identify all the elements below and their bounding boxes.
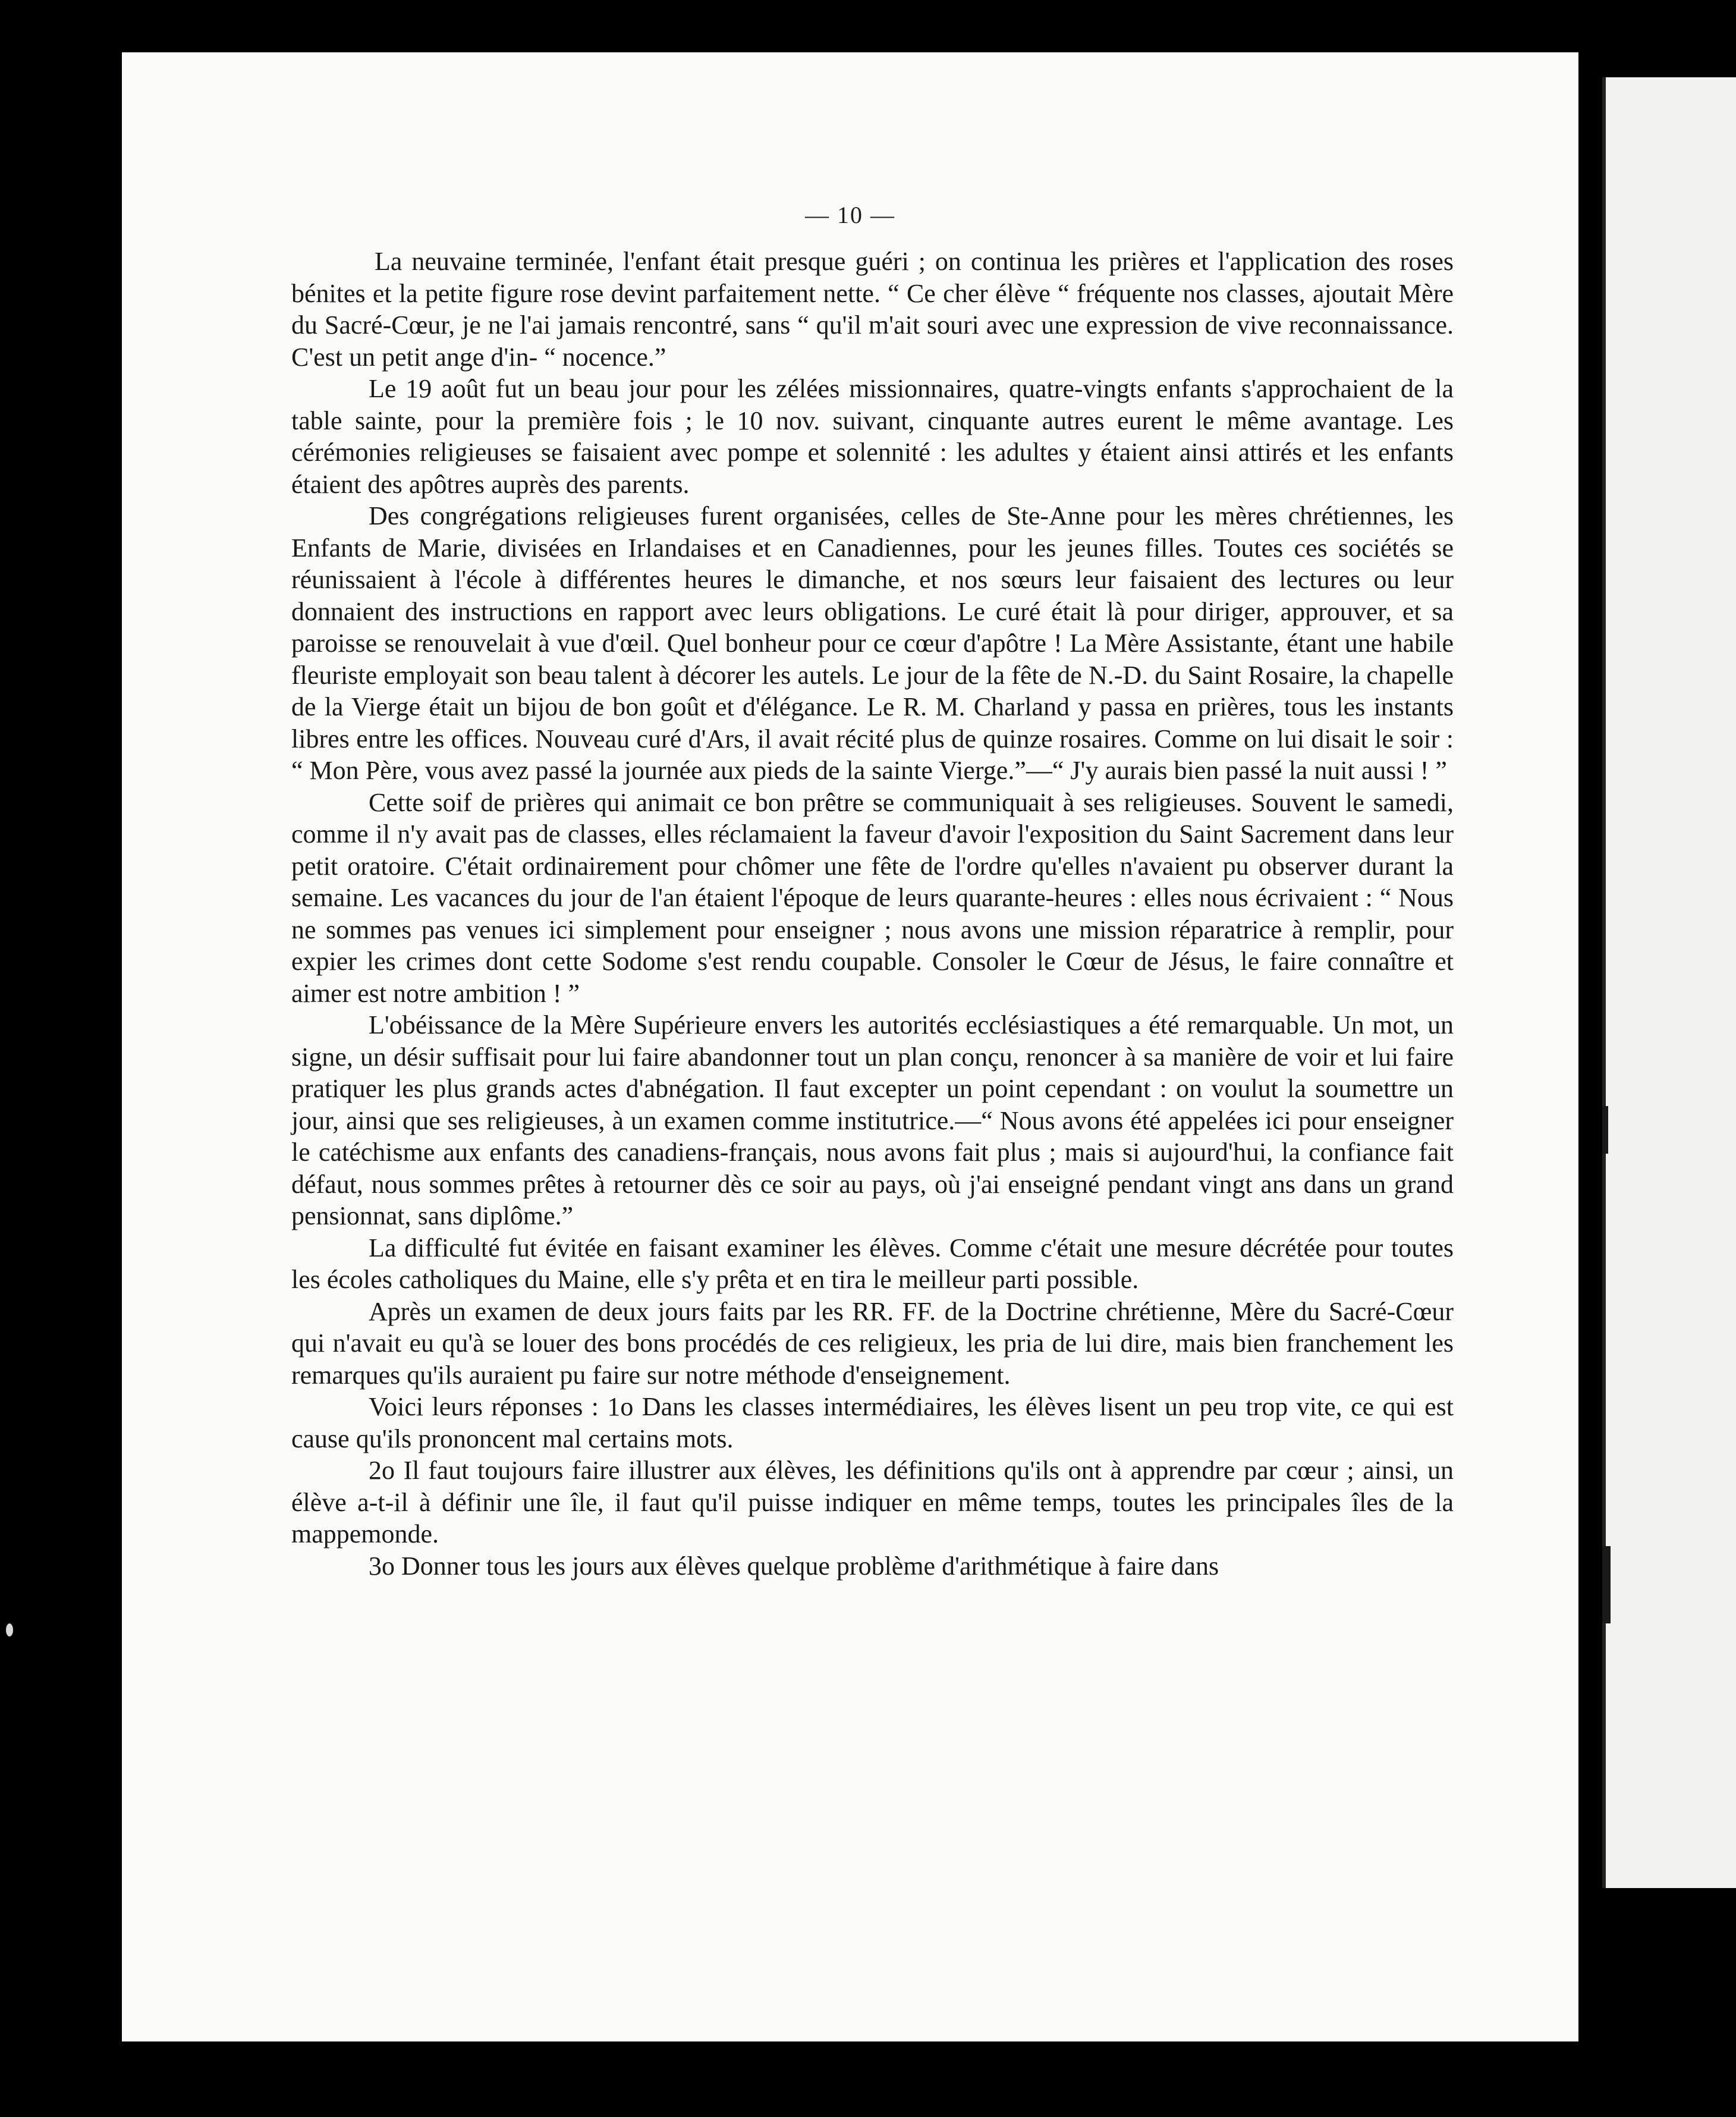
paragraph: Cette soif de prières qui animait ce bon prêtre se communiquait à ses religieuses. Souvent le samedi, comme il n'y avait pas de classes, elles réclamaient la faveur d'avoir l'exposition du Saint Sacrement dans leur petit oratoire. C'était ordinairement pour chômer une fête de l'ordre qu'elles n'avaient pu observer durant la semaine. Les vacances du jour de l'an étaient l'époque de leurs quarante-heures : elles nous écrivaient : “ Nous ne sommes pas venues ici simplement pour enseigner ; nous avons une mission réparatrice à remplir, pour expier les crimes dont cette Sodome s'est rendu coupable. Consoler le Cœur de Jésus, le faire connaître et aimer est notre ambition ! ”: [291, 787, 1454, 1008]
paragraph: Après un examen de deux jours faits par les RR. FF. de la Doctrine chrétienne, Mère du Sacré-Cœur qui n'avait eu qu'à se louer des bons procédés de ces religieux, les pria de lui dire, mais bien franchement les remarques qu'ils auraient pu faire sur notre méthode d'enseignement.: [291, 1296, 1454, 1390]
paragraph: Voici leurs réponses : 1o Dans les classes intermédiaires, les élèves lisent un peu trop vite, ce qui est cause qu'ils prononcent mal certains mots.: [291, 1392, 1454, 1453]
paragraph: Le 19 août fut un beau jour pour les zélées missionnaires, quatre-vingts enfants s'approchaient de la table sainte, pour la première fois ; le 10 nov. suivant, cinquante autres eurent le même avantage. Les cérémonies religieuses se faisaient avec pompe et solennité : les adultes y étaient ainsi attirés et les enfants étaient des apôtres auprès des parents.: [291, 374, 1454, 499]
paragraph: La neuvaine terminée, l'enfant était presque guéri ; on continua les prières et l'application des roses bénites et la petite figure rose devint parfaitement nette. “ Ce cher élève “ fréquente nos classes, ajoutait Mère du Sacré-Cœur, je ne l'ai jamais rencontré, sans “ qu'il m'ait souri avec une expression de vive reconnaissance. C'est un petit ange d'in- “ nocence.”: [291, 247, 1454, 372]
paragraph: Des congrégations religieuses furent organisées, celles de Ste-Anne pour les mères chrétiennes, les Enfants de Marie, divisées en Irlandaises et en Canadiennes, pour les jeunes filles. Toutes ces sociétés se réunissaient à l'école à différentes heures le dimanche, et nos sœurs leur faisaient des lectures ou leur donnaient des instructions en rapport avec leurs obligations. Le curé était là pour diriger, approuver, et sa paroisse se renouvelait à vue d'œil. Quel bonheur pour ce cœur d'apôtre ! La Mère Assistante, étant une habile fleuriste employait son beau talent à décorer les autels. Le jour de la fête de N.-D. du Saint Rosaire, la chapelle de la Vierge était un bijou de bon goût et d'élégance. Le R. M. Charland y passa en prières, tous les instants libres entre les offices. Nouveau curé d'Ars, il avait récité plus de quinze rosaires. Comme on lui disait le soir : “ Mon Père, vous avez passé la journée aux pieds de la sainte Vierge.”—“ J'y aurais bien passé la nuit aussi ! ”: [291, 501, 1454, 785]
scan-speck: [6, 1623, 13, 1637]
edge-mark: [1602, 1546, 1611, 1623]
edge-mark: [1602, 1106, 1608, 1154]
body-text: [291, 246, 1454, 1582]
paragraph: La difficulté fut évitée en faisant examiner les élèves. Comme c'était une mesure décrétée pour toutes les écoles catholiques du Maine, elle s'y prêta et en tira le meilleur parti possible.: [291, 1233, 1454, 1294]
paragraph: L'obéissance de la Mère Supérieure envers les autorités ecclésiastiques a été remarquable. Un mot, un signe, un désir suffisait pour lui faire abandonner tout un plan conçu, renoncer à sa manière de voir et lui faire pratiquer les plus grands actes d'abnégation. Il faut excepter un point cependant : on voulut la soumettre un jour, ainsi que ses religieuses, à un examen comme institutrice.—“ Nous avons été appelées ici pour enseigner le catéchisme aux enfants des canadiens-français, nous avons fait plus ; mais si aujourd'hui, la confiance fait défaut, nous sommes prêtes à retourner dès ce soir au pays, où j'ai enseigné pendant vingt ans dans un grand pensionnat, sans diplôme.”: [291, 1010, 1454, 1230]
adjacent-page-edge: [1602, 77, 1736, 1888]
page-number: — 10 —: [805, 202, 895, 228]
document-page: [122, 52, 1578, 2041]
paragraph: 2o Il faut toujours faire illustrer aux élèves, les définitions qu'ils ont à apprendre par cœur ; ainsi, un élève a-t-il à définir une île, il faut qu'il puisse indiquer en même temps, toutes les principales îles de la mappemonde.: [291, 1456, 1454, 1549]
paragraph: 3o Donner tous les jours aux élèves quelque problème d'arithmétique à faire dans: [369, 1551, 1219, 1581]
